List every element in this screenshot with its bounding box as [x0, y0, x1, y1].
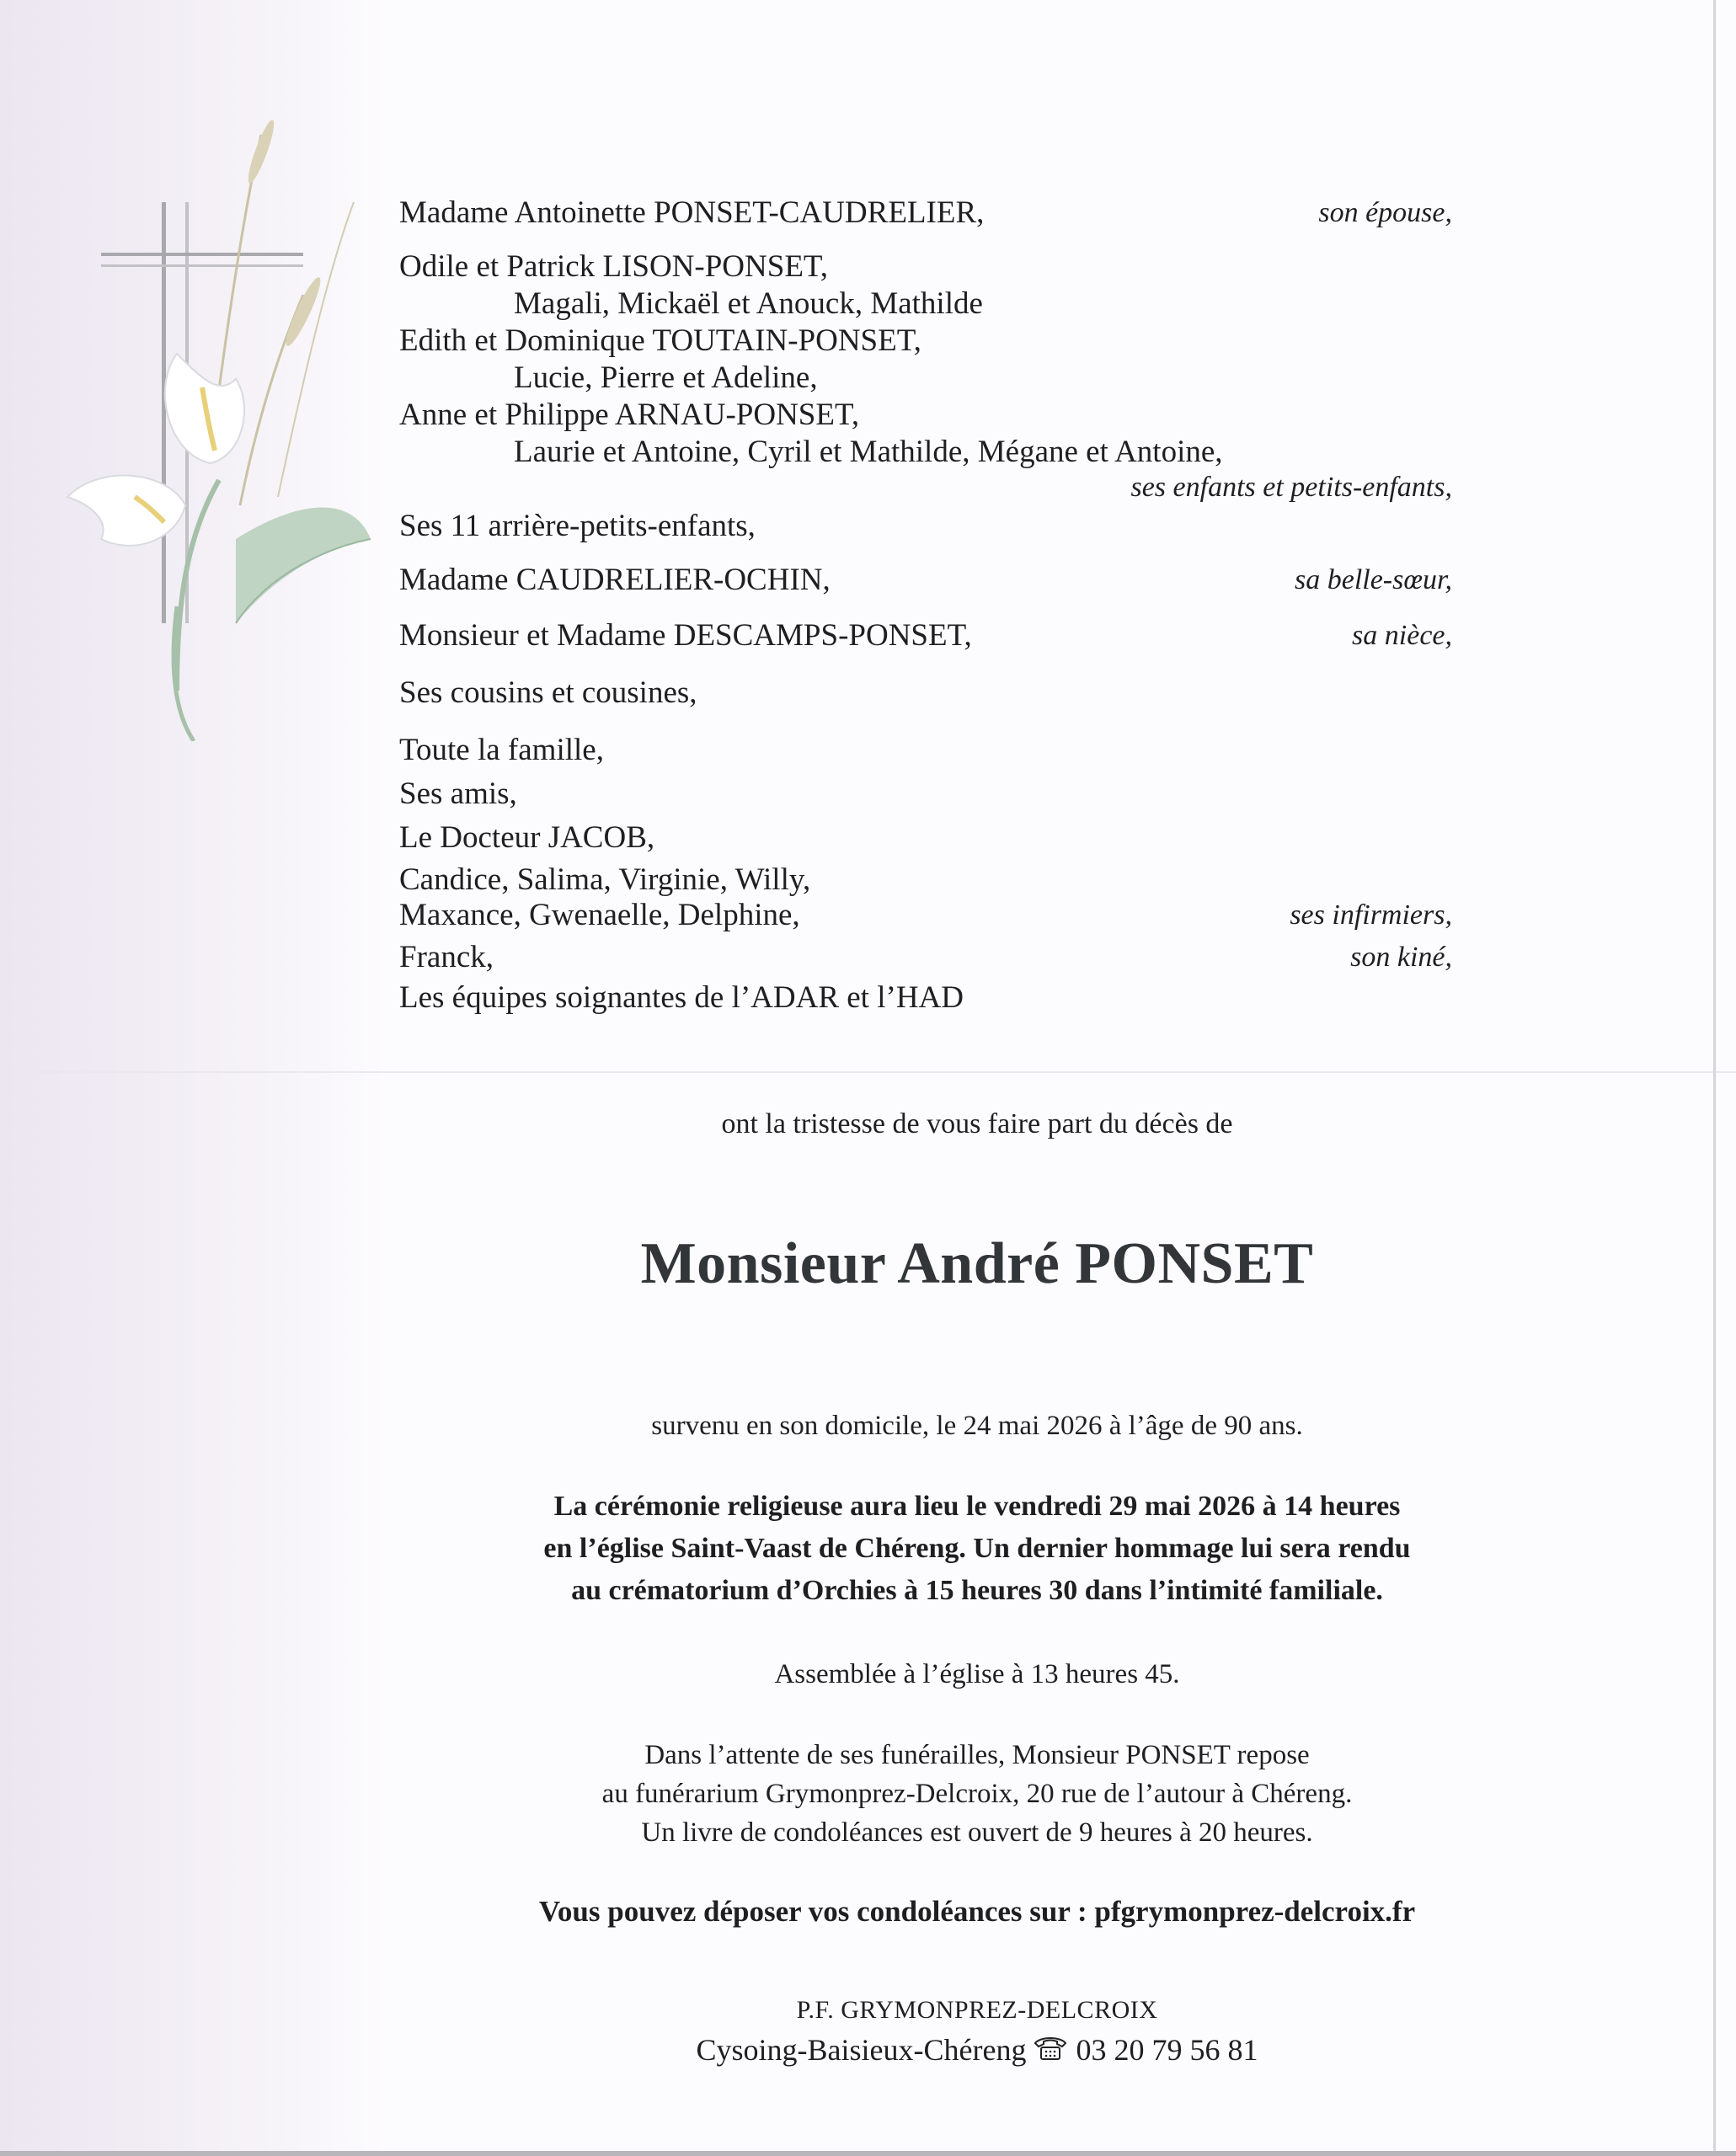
- telephone-icon: [1034, 2035, 1067, 2062]
- rest-info-line: au funérarium Grymonprez-Delcroix, 20 rue de l’autour à Chéreng.: [601, 1779, 1353, 1809]
- relation-label: ses enfants et petits-enfants,: [1130, 472, 1452, 503]
- family-member-line: Magali, Mickaël et Anouck, Mathilde: [514, 286, 983, 321]
- funeral-home-location: Cysoing-Baisieux-Chéreng: [696, 2033, 1027, 2067]
- family-member-line: Madame CAUDRELIER-OCHIN,: [399, 563, 831, 597]
- funeral-home-contact: [0, 2035, 1736, 2065]
- assembly-info: Assemblée à l’église à 13 heures 45.: [774, 1659, 1180, 1689]
- family-member-line: Toute la famille,: [399, 733, 604, 767]
- family-member-line: Odile et Patrick LISON-PONSET,: [399, 249, 829, 284]
- rest-info-line: Dans l’attente de ses funérailles, Monsieur PONSET repose: [644, 1740, 1310, 1770]
- relation-label: sa nièce,: [1352, 620, 1452, 651]
- family-member-line: Anne et Philippe ARNAU-PONSET,: [399, 398, 860, 432]
- ceremony-line: en l’église Saint-Vaast de Chéreng. Un dernier hommage lui sera rendu: [543, 1533, 1411, 1564]
- family-member-line: Ses amis,: [399, 776, 517, 811]
- announcement-intro: ont la tristesse de vous faire part du décès de: [721, 1108, 1233, 1139]
- funeral-home-phone: 03 20 79 56 81: [1076, 2033, 1258, 2067]
- condolences-website: Vous pouvez déposer vos condoléances sur : pfgrymonprez-delcroix.fr: [538, 1895, 1416, 1928]
- relation-label: son épouse,: [1318, 197, 1452, 228]
- deceased-name: Monsieur André PONSET: [640, 1231, 1314, 1296]
- ceremony-line: au crématorium d’Orchies à 15 heures 30 dans l’intimité familiale.: [571, 1575, 1383, 1606]
- family-member-line: Maxance, Gwenaelle, Delphine,: [399, 898, 800, 932]
- family-member-line: Ses 11 arrière-petits-enfants,: [399, 509, 756, 543]
- family-member-line: Ses cousins et cousines,: [399, 675, 697, 710]
- ceremony-line: La cérémonie religieuse aura lieu le vendredi 29 mai 2026 à 14 heures: [553, 1491, 1401, 1522]
- relation-label: son kiné,: [1350, 942, 1452, 973]
- funeral-home-name: P.F. GRYMONPREZ-DELCROIX: [796, 1996, 1158, 2024]
- family-member-line: Le Docteur JACOB,: [399, 820, 655, 855]
- scan-edge: [0, 2151, 1736, 2156]
- family-member-line: Candice, Salima, Virginie, Willy,: [399, 862, 811, 897]
- family-member-line: Franck,: [399, 940, 494, 974]
- family-member-line: Les équipes soignantes de l’ADAR et l’HAD: [399, 980, 964, 1015]
- family-member-line: Madame Antoinette PONSET-CAUDRELIER,: [399, 195, 985, 230]
- floral-cross-illustration: [51, 101, 387, 741]
- family-member-line: Monsieur et Madame DESCAMPS-PONSET,: [399, 618, 972, 653]
- fold-line: [0, 1071, 1736, 1073]
- family-member-line: Edith et Dominique TOUTAIN-PONSET,: [399, 323, 921, 358]
- rest-info-line: Un livre de condoléances est ouvert de 9 heures à 20 heures.: [641, 1817, 1313, 1848]
- family-member-line: Lucie, Pierre et Adeline,: [514, 360, 818, 395]
- relation-label: ses infirmiers,: [1290, 899, 1452, 931]
- death-info: survenu en son domicile, le 24 mai 2026 à l’âge de 90 ans.: [651, 1411, 1303, 1441]
- relation-label: sa belle-sœur,: [1295, 564, 1452, 595]
- family-member-line: Laurie et Antoine, Cyril et Mathilde, Mégane et Antoine,: [514, 435, 1223, 469]
